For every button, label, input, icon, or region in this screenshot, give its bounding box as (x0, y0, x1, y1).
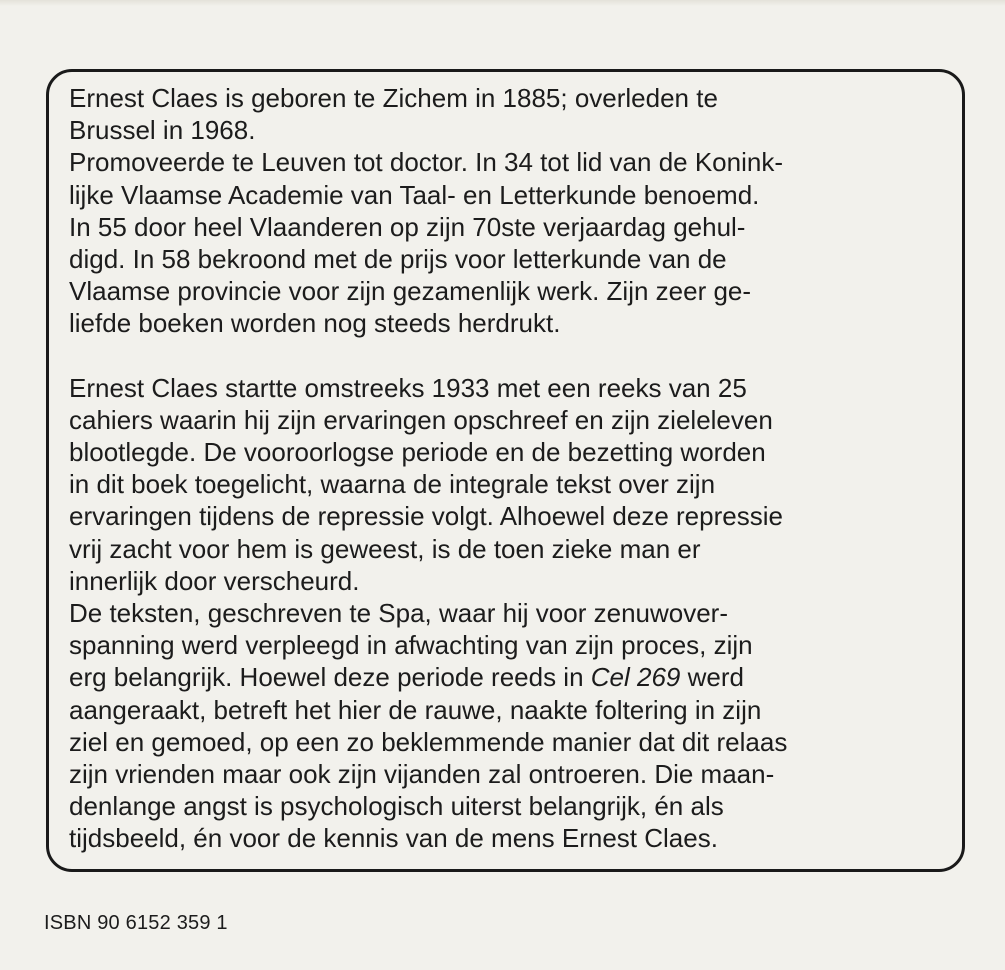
page-edge (0, 0, 1005, 6)
bio-line: liefde boeken worden nog steeds herdrukt. (69, 308, 561, 339)
summary-line: innerlijk door verscheurd. (69, 565, 360, 596)
bio-line: lijke Vlaamse Academie van Taal- en Letterkunde benoemd. (69, 179, 760, 210)
summary-line: vrij zacht voor hem is geweest, is de toen zieke man er (69, 533, 701, 564)
paragraph-gap (69, 340, 962, 372)
summary-line: zijn vrienden maar ook zijn vijanden zal ontroeren. Die maan- (69, 759, 775, 790)
summary-line: Ernest Claes startte omstreeks 1933 met een reeks van 25 (69, 372, 747, 403)
bio-line: Ernest Claes is geboren te Zichem in 1885; overleden te (69, 83, 718, 113)
isbn-number: ISBN 90 6152 359 1 (44, 912, 228, 934)
summary-line: ziel en gemoed, op een zo beklemmende manier dat dit relaas (69, 726, 788, 757)
book-summary-paragraph (69, 372, 959, 855)
bio-line: Promoveerde te Leuven tot doctor. In 34 tot lid van de Konink- (69, 147, 783, 178)
summary-line: aangeraakt, betreft het hier de rauwe, naakte foltering in zijn (69, 694, 762, 725)
author-bio-paragraph (69, 82, 959, 340)
bio-line: Brussel in 1968. (69, 115, 256, 146)
summary-line: spanning werd verpleegd in afwachting van zijn proces, zijn (69, 630, 753, 661)
summary-line-with-title (69, 661, 959, 693)
summary-line: in dit boek toegelicht, waarna de integrale tekst over zijn (69, 469, 716, 500)
bio-line: digd. In 58 bekroond met de prijs voor letterkunde van de (69, 244, 727, 275)
summary-line: blootlegde. De vooroorlogse periode en de bezetting worden (69, 437, 766, 468)
blurb-frame (46, 69, 965, 872)
summary-line: cahiers waarin hij zijn ervaringen opschreef en zijn zieleleven (69, 404, 773, 435)
book-title-cel-269: Cel 269 (590, 662, 681, 693)
summary-text: erg belangrijk. Hoewel deze periode reeds in (69, 662, 591, 693)
summary-text: werd (680, 662, 744, 693)
summary-line: denlange angst is psychologisch uiterst belangrijk, én als (69, 791, 724, 822)
bio-line: In 55 door heel Vlaanderen op zijn 70ste verjaardag gehul- (69, 211, 746, 242)
summary-line: ervaringen tijdens de repressie volgt. Alhoewel deze repressie (69, 501, 783, 532)
summary-line: De teksten, geschreven te Spa, waar hij voor zenuwover- (69, 598, 729, 629)
summary-line: tijdsbeeld, én voor de kennis van de mens Ernest Claes. (69, 823, 718, 854)
bio-line: Vlaamse provincie voor zijn gezamenlijk werk. Zijn zeer ge- (69, 276, 752, 307)
